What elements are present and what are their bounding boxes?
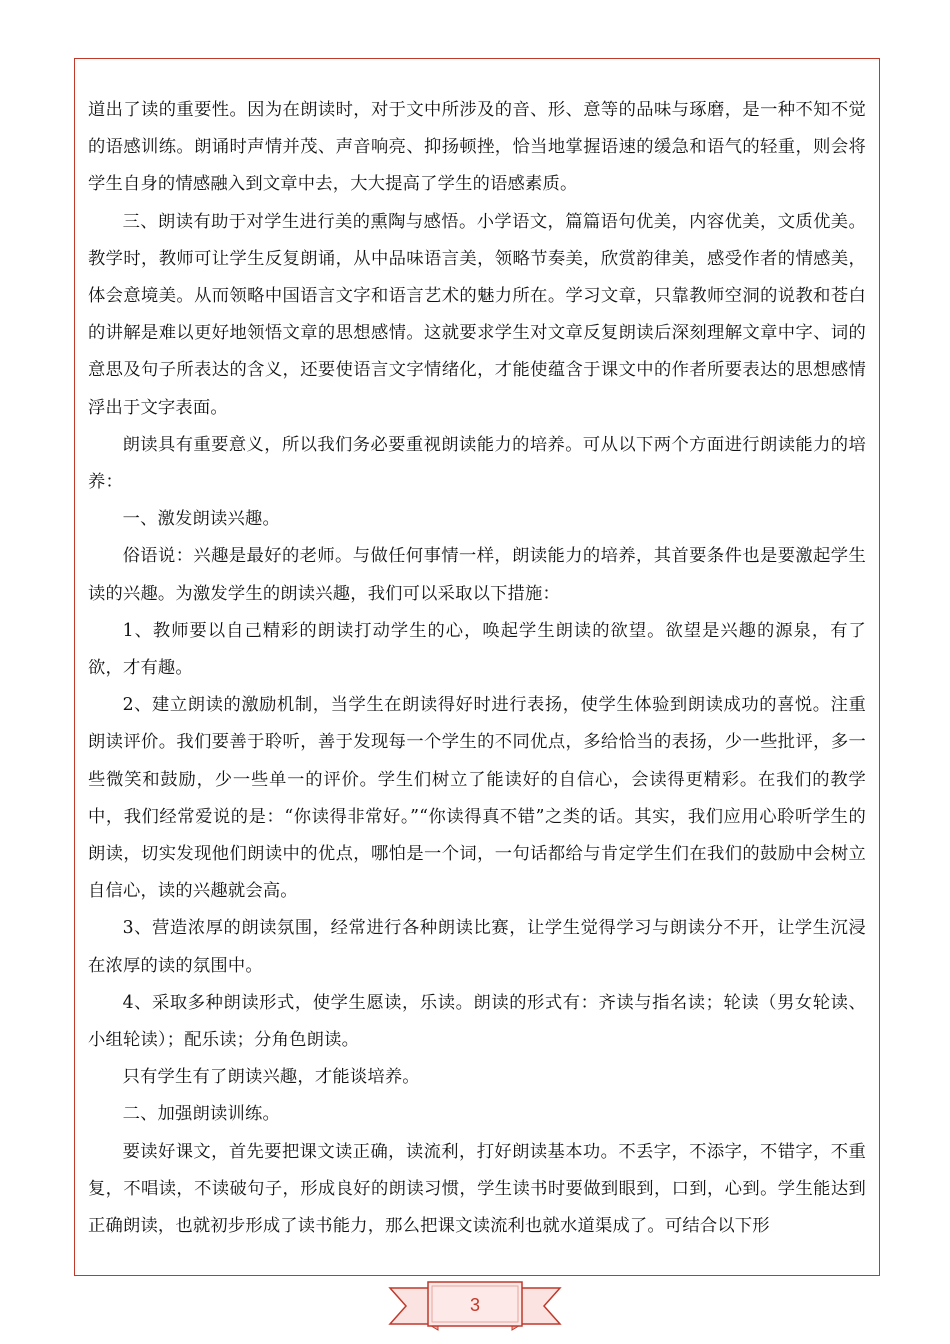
- paragraph: 只有学生有了朗读兴趣，才能谈培养。: [122, 1067, 420, 1088]
- page-number: 3: [469, 1295, 480, 1315]
- paragraph: 道出了读的重要性。因为在朗读时，对于文中所涉及的音、形、意等的品味与琢磨，是一种不知不觉的语感训练。朗诵时声情并茂、声音响亮、抑扬顿挫，恰当地掌握语速的缓急和语气的轻重，则会将学生自身的情感融入到文章中去，大大提高了学生的语感素质。: [88, 100, 866, 195]
- list-item: 4、采取多种朗读形式，使学生愿读，乐读。朗读的形式有：齐读与指名读；轮读（男女轮读、小组轮读）；配乐读；分角色朗读。: [88, 992, 866, 1051]
- section-heading: 二、加强朗读训练。: [122, 1104, 280, 1125]
- paragraph: 要读好课文，首先要把课文读正确，读流利，打好朗读基本功。不丢字，不添字，不错字，不重复，不唱读，不读破句子，形成良好的朗读习惯，学生读书时要做到眼到，口到，心到。学生能达到正确朗读，也就初步形成了读书能力，那么把课文读流利也就水道渠成了。可结合以下形: [88, 1141, 866, 1237]
- list-item: 3、营造浓厚的朗读氛围，经常进行各种朗读比赛，让学生觉得学习与朗读分不开，让学生沉浸在浓厚的读的氛围中。: [88, 918, 866, 976]
- list-item: 2、建立朗读的激励机制，当学生在朗读得好时进行表扬，使学生体验到朗读成功的喜悦。注重朗读评价。我们要善于聆听，善于发现每一个学生的不同优点，多给恰当的表扬，少一些批评，多一些微笑和鼓励，少一些单一的评价。学生们树立了能读好的自信心，会读得更精彩。在我们的教学中，我们经常爱说的是：“你读得非常好。”“你读得真不错”之类的话。其实，我们应用心聆听学生的朗读，切实发现他们朗读中的优点，哪怕是一个词，一句话都给与肯定学生们在我们的鼓励中会树立自信心，读的兴趣就会高。: [88, 695, 866, 902]
- list-item: 1、教师要以自己精彩的朗读打动学生的心，唤起学生朗读的欲望。欲望是兴趣的源泉，有了欲，才有趣。: [88, 620, 866, 679]
- paragraph: 俗语说：兴趣是最好的老师。与做任何事情一样，朗读能力的培养，其首要条件也是要激起学生读的兴趣。为激发学生的朗读兴趣，我们可以采取以下措施：: [88, 546, 866, 604]
- paragraph: 三、朗读有助于对学生进行美的熏陶与感悟。小学语文，篇篇语句优美，内容优美，文质优美。教学时，教师可让学生反复朗诵，从中品味语言美，领略节奏美，欣赏韵律美，感受作者的情感美，体会意境美。从而领略中国语言文字和语言艺术的魅力所在。学习文章，只靠教师空洞的说教和苍白的讲解是难以更好地领悟文章的思想感情。这就要求学生对文章反复朗读后深刻理解文章中字、词的意思及句子所表达的含义，还要使语言文字情绪化，才能使蕴含于课文中的作者所要表达的思想感情浮出于文字表面。: [88, 211, 866, 418]
- paragraph: 朗读具有重要意义，所以我们务必要重视朗读能力的培养。可从以下两个方面进行朗读能力的培养：: [88, 434, 866, 493]
- page-footer: [0, 1280, 950, 1332]
- section-heading: 一、激发朗读兴趣。: [122, 509, 280, 530]
- document-body: [88, 92, 866, 1245]
